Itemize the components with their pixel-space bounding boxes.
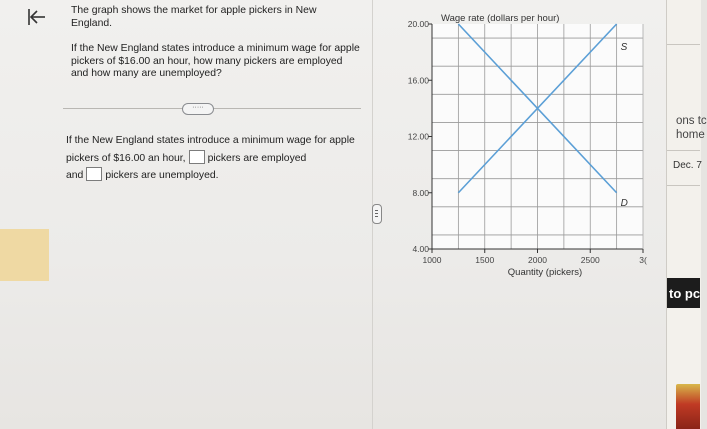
background-page (666, 0, 701, 429)
labor-market-chart (395, 5, 660, 285)
background-line-1: ons tc (676, 115, 707, 127)
x-tick-label: 1500 (475, 255, 495, 265)
background-date: Dec. 7 (673, 160, 702, 171)
problem-question: If the New England states introduce a minimum wage for apple pickers of $16.00 an hour, how many pickers are employed and how many are unemployed? (71, 43, 360, 79)
background-photo (676, 384, 700, 429)
y-tick-label: 4.00 (412, 244, 429, 254)
answer-text-4: pickers are unemployed. (105, 170, 219, 181)
background-rule-2 (667, 150, 700, 151)
panel-resize-handle-icon[interactable] (372, 204, 382, 224)
y-tick-label: 16.00 (407, 75, 429, 86)
x-tick-label: 1000 (422, 255, 442, 265)
unemployed-answer-box[interactable] (86, 167, 102, 181)
x-tick-label: 3( (639, 255, 647, 265)
expand-more-button[interactable]: ····· (182, 103, 214, 115)
demand-curve-label: D (620, 197, 628, 209)
answer-text-3: and (66, 170, 84, 181)
y-tick-label: 20.00 (407, 19, 429, 29)
background-rule (667, 44, 700, 45)
x-tick-label: 2000 (528, 255, 547, 265)
y-axis-label: Wage rate (dollars per hour) (441, 13, 560, 24)
background-rule-3 (667, 185, 700, 186)
answer-prompt (66, 133, 366, 185)
x-axis-label: Quantity (pickers) (507, 267, 583, 278)
y-tick-label: 8.00 (412, 187, 429, 198)
employed-answer-box[interactable] (189, 150, 205, 164)
x-tick-label: 2500 (580, 255, 600, 265)
y-tick-label: 12.00 (407, 131, 429, 142)
problem-intro: The graph shows the market for apple pickers in New England. (71, 5, 317, 29)
answer-text-2: pickers are employed (207, 152, 307, 164)
background-text-1 (676, 114, 707, 142)
supply-curve-label: S (620, 42, 628, 53)
back-arrow-icon[interactable] (26, 6, 48, 28)
background-line-2: home (676, 129, 705, 141)
answer-text-1: If the New England states introduce a minimum wage for apple pickers of $16.00 an hour, (66, 135, 355, 164)
background-banner-text: to pc (669, 286, 701, 301)
highlight-band (0, 229, 49, 281)
